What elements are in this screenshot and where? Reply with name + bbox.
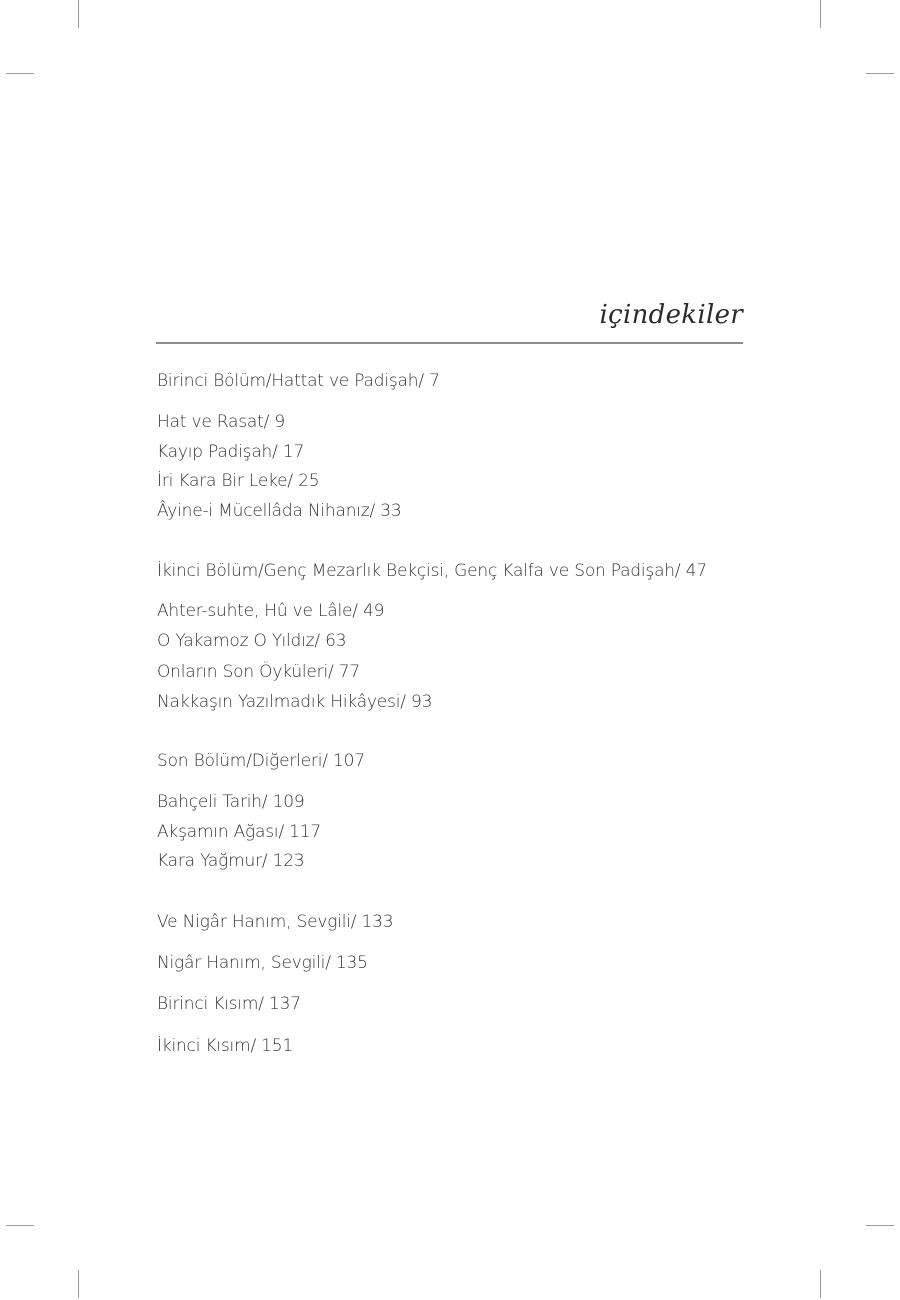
toc-section-heading[interactable]: Birinci Bölüm/Hattat ve Padişah/ 7 — [157, 371, 440, 391]
toc-section-heading[interactable]: Ve Nigâr Hanım, Sevgili/ 133 — [157, 912, 394, 932]
crop-mark-right-top — [866, 73, 894, 74]
toc-entry[interactable]: Kara Yağmur/ 123 — [157, 851, 305, 871]
toc-section-heading[interactable]: İkinci Bölüm/Genç Mezarlık Bekçisi, Genç Kalfa ve Son Padişah/ 47 — [157, 561, 707, 581]
crop-mark-top-right — [820, 0, 821, 28]
toc-entry[interactable]: Âyine-i Mücellâda Nihanız/ 33 — [157, 501, 402, 521]
toc-entry[interactable]: Kayıp Padişah/ 17 — [157, 442, 305, 462]
crop-mark-right-bottom — [866, 1225, 894, 1226]
toc-section-heading[interactable]: Son Bölüm/Diğerleri/ 107 — [157, 751, 365, 771]
title-rule — [156, 342, 743, 344]
crop-mark-bottom-right — [820, 1270, 821, 1298]
page-title: içindekiler — [599, 300, 743, 330]
crop-mark-top-left — [78, 0, 79, 28]
toc-entry[interactable]: Hat ve Rasat/ 9 — [157, 412, 285, 432]
crop-mark-left-top — [6, 73, 34, 74]
crop-mark-bottom-left — [78, 1270, 79, 1298]
toc-entry[interactable]: İkinci Kısım/ 151 — [157, 1036, 294, 1056]
toc-entry[interactable]: Ahter-suhte, Hû ve Lâle/ 49 — [157, 601, 385, 621]
toc-entry[interactable]: Nigâr Hanım, Sevgili/ 135 — [157, 953, 368, 973]
toc-entry[interactable]: İri Kara Bir Leke/ 25 — [157, 471, 320, 491]
toc-entry[interactable]: Onların Son Öyküleri/ 77 — [157, 662, 360, 682]
crop-mark-left-bottom — [6, 1225, 34, 1226]
toc-entry[interactable]: O Yakamoz O Yıldız/ 63 — [157, 631, 347, 651]
toc-entry[interactable]: Birinci Kısım/ 137 — [157, 994, 301, 1014]
toc-entry[interactable]: Nakkaşın Yazılmadık Hikâyesi/ 93 — [157, 692, 433, 712]
toc-entry[interactable]: Akşamın Ağası/ 117 — [157, 822, 322, 842]
toc-entry[interactable]: Bahçeli Tarih/ 109 — [157, 792, 305, 812]
